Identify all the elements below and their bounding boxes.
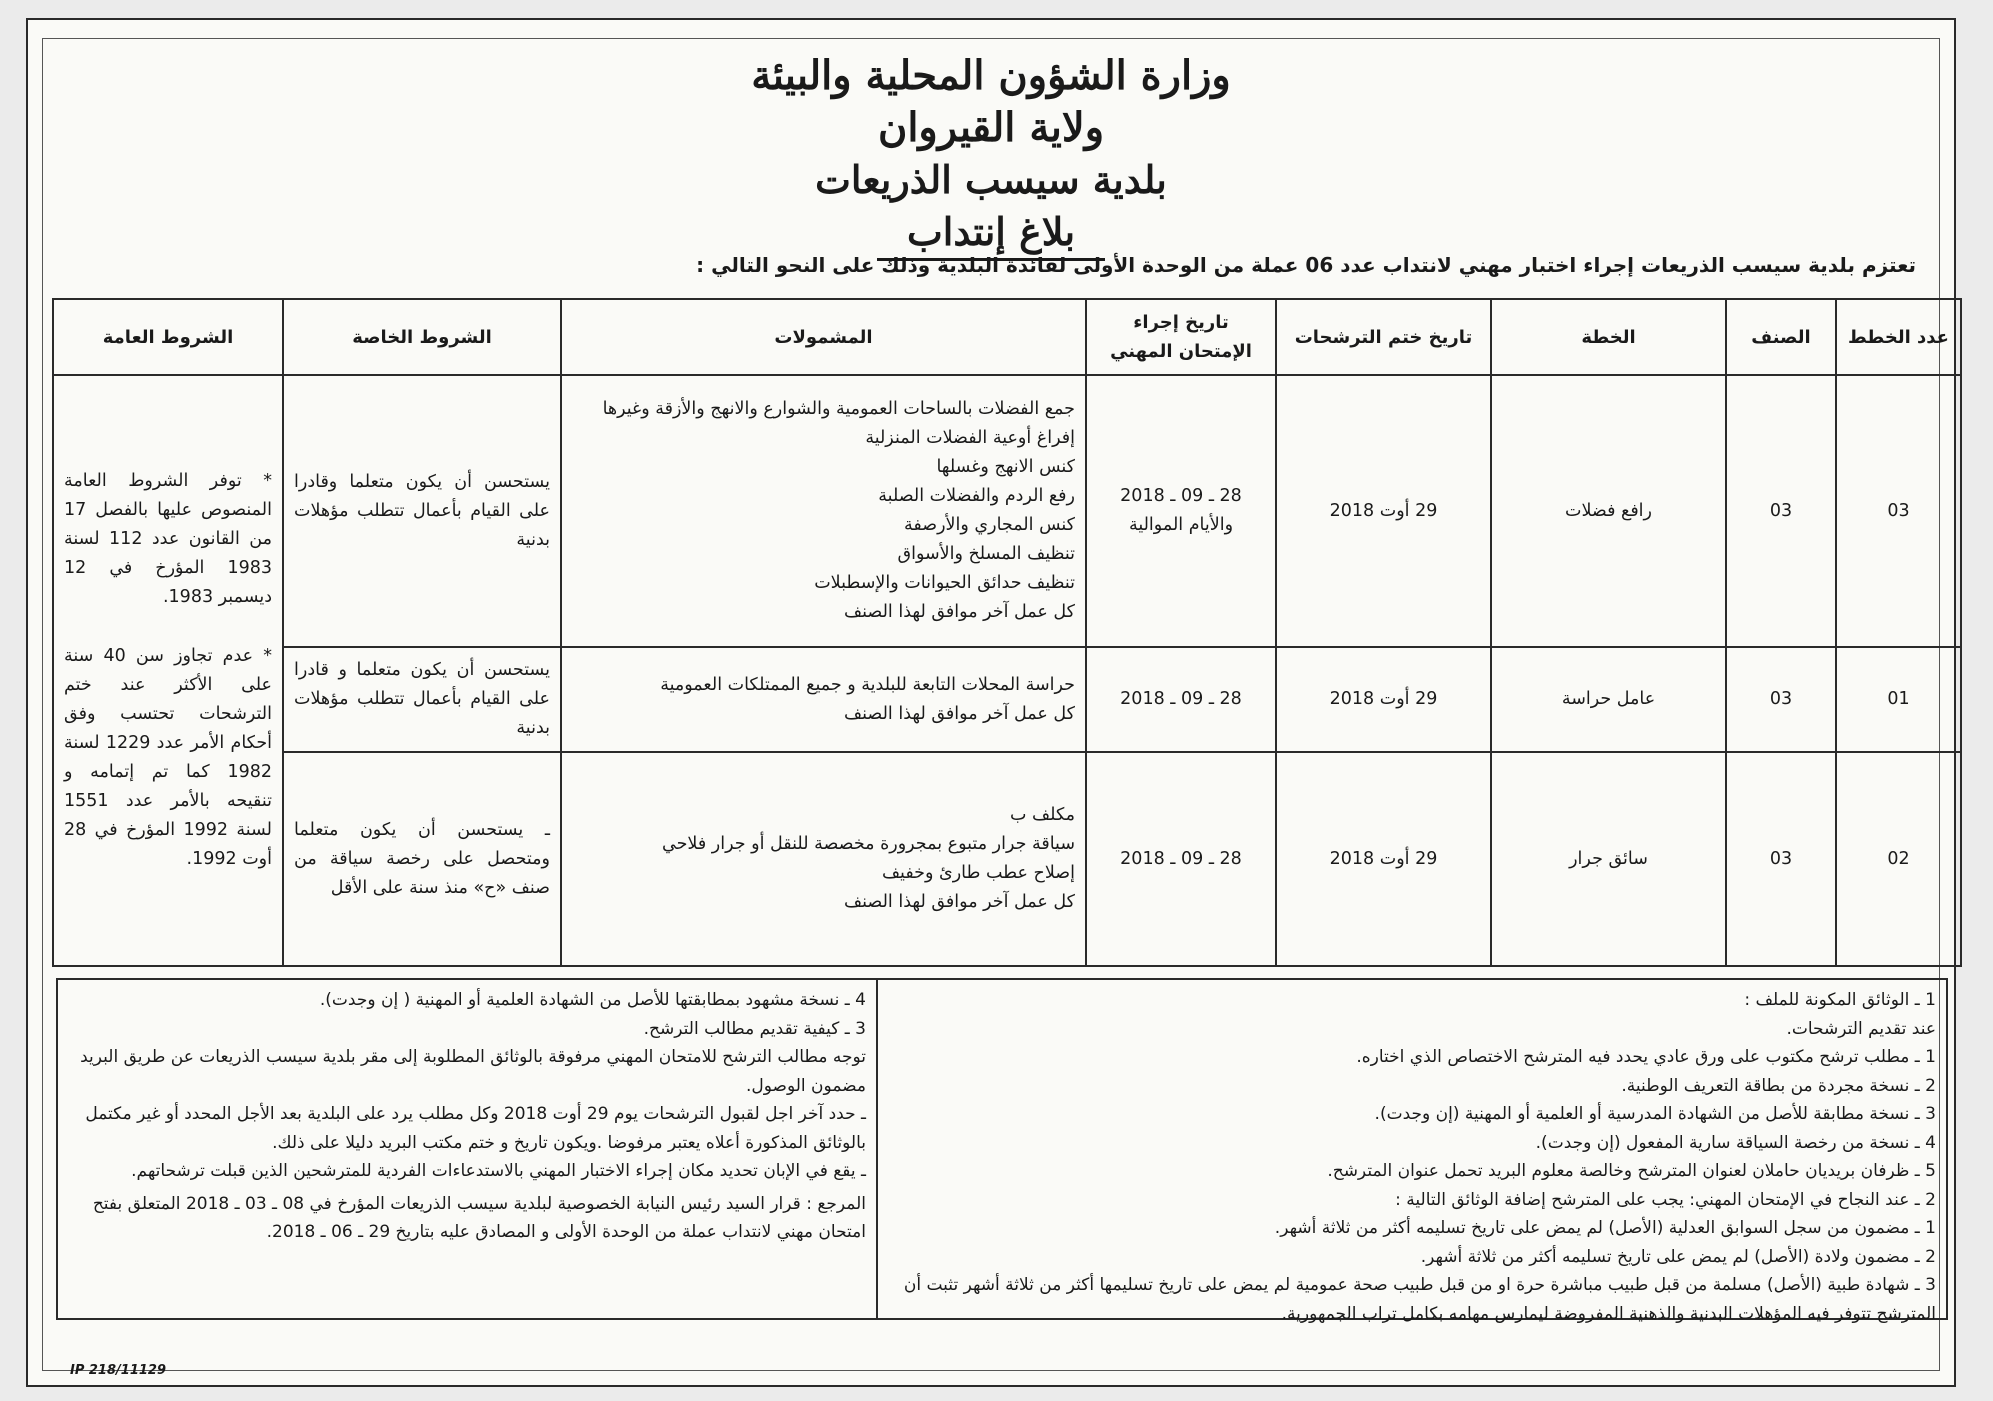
header-deadline: تاريخ ختم الترشحات bbox=[1276, 299, 1491, 375]
duty-item: إفراغ أوعية الفضلات المنزلية bbox=[865, 428, 1075, 448]
cell-general-conditions bbox=[53, 375, 283, 966]
governorate-title: ولاية القيروان bbox=[877, 104, 1105, 151]
doc-line: ـ يقع في الإبان تحديد مكان إجراء الاختبار المهني بالاستدعاءات الفردية للمترشحين الذين قبلت ترشحاتهم. bbox=[131, 1161, 866, 1181]
documents-list-left bbox=[58, 980, 878, 1318]
duty-item: حراسة المحلات التابعة للبلدية و جميع الممتلكات العمومية bbox=[660, 674, 1075, 695]
cell-count: 01 bbox=[1836, 647, 1961, 752]
table-row bbox=[53, 647, 1961, 752]
duty-item: كل عمل آخر موافق لهذا الصنف bbox=[844, 602, 1075, 622]
cell-grade: 03 bbox=[1726, 647, 1836, 752]
cell-duties bbox=[561, 752, 1086, 966]
duty-item: كنس الانهج وغسلها bbox=[936, 457, 1075, 477]
doc-line: المرجع : قرار السيد رئيس النيابة الخصوصية لبلدية سيسب الذريعات المؤرخ في 08 ـ 03 ـ 2018 المتعلق بفتح امتحان مهني لانتداب عملة من الوحدة الأولى و المصادق عليه بتاريخ 29 ـ 06 ـ 2018. bbox=[92, 1193, 866, 1242]
header-grade: الصنف bbox=[1726, 299, 1836, 375]
doc-line: ـ حدد آخر اجل لقبول الترشحات يوم 29 أوت 2018 وكل مطلب يرد على البلدية بعد الأجل المحدد أو غير مكتمل بالوثائق المذكورة أعلاه يعتبر مرفوضا .ويكون تاريخ و ختم مكتب البريد دليلا على ذلك. bbox=[85, 1104, 866, 1153]
ministry-title: وزارة الشؤون المحلية والبيئة bbox=[751, 52, 1231, 99]
document-header bbox=[28, 50, 1954, 261]
cell-duties bbox=[561, 647, 1086, 752]
cell-exam-date: 28 ـ 09 ـ 2018 والأيام الموالية bbox=[1086, 375, 1276, 647]
cell-exam-date: 28 ـ 09 ـ 2018 bbox=[1086, 647, 1276, 752]
cell-deadline: 29 أوت 2018 bbox=[1276, 647, 1491, 752]
doc-line: 3 ـ شهادة طبية (الأصل) مسلمة من قبل طبيب مباشرة حرة او من قبل طبيب صحة عمومية لم يمض على تاريخ تسليمها أكثر من ثلاثة أشهر تثبت أن المترشح تتوفر فيه المؤهلات البدنية والذهنية المفروضة ليمارس مهامه بكامل تراب الجمهورية. bbox=[903, 1275, 1936, 1324]
cell-plan: سائق جرار bbox=[1491, 752, 1726, 966]
cell-exam-date: 28 ـ 09 ـ 2018 bbox=[1086, 752, 1276, 966]
header-plan: الخطة bbox=[1491, 299, 1726, 375]
doc-line: 1 ـ مطلب ترشح مكتوب على ورق عادي يحدد فيه المترشح الاختصاص الذي اختاره. bbox=[1356, 1047, 1936, 1067]
duty-item: تنظيف المسلخ والأسواق bbox=[897, 544, 1075, 564]
header-special-conditions: الشروط الخاصة bbox=[283, 299, 561, 375]
doc-line: توجه مطالب الترشح للامتحان المهني مرفوقة بالوثائق المطلوبة إلى مقر بلدية سيسب الذريعات عن طريق البريد مضمون الوصول. bbox=[80, 1047, 866, 1096]
doc-line: 3 ـ كيفية تقديم مطالب الترشح. bbox=[643, 1018, 866, 1039]
publication-reference: IP 218/11129 bbox=[70, 1363, 167, 1378]
cell-deadline: 29 أوت 2018 bbox=[1276, 375, 1491, 647]
document-page bbox=[26, 18, 1956, 1387]
doc-line: 2 ـ نسخة مجردة من بطاقة التعريف الوطنية. bbox=[1621, 1075, 1936, 1096]
announcement-title: بلاغ إنتداب bbox=[877, 208, 1105, 261]
duty-item: جمع الفضلات بالساحات العمومية والشوارع والانهج والأزقة وغيرها bbox=[602, 399, 1075, 419]
general-condition-2: * عدم تجاوز سن 40 سنة على الأكثر عند ختم الترشحات تحتسب وفق أحكام الأمر عدد 1229 لسنة 1982 كما تم إتمامه و تنقيحه بالأمر عدد 1551 لسنة 1992 المؤرخ في 28 أوت 1992. bbox=[64, 646, 272, 869]
duty-item: كل عمل آخر موافق لهذا الصنف bbox=[844, 703, 1075, 724]
duty-item: كنس المجاري والأرصفة bbox=[904, 515, 1075, 535]
duty-item: مكلف ب bbox=[1010, 805, 1075, 825]
cell-grade: 03 bbox=[1726, 375, 1836, 647]
doc-line: 4 ـ نسخة من رخصة السياقة سارية المفعول (إن وجدت). bbox=[1535, 1132, 1936, 1153]
cell-plan: رافع فضلات bbox=[1491, 375, 1726, 647]
duty-item: سياقة جرار متبوع بمجرورة مخصصة للنقل أو جرار فلاحي bbox=[662, 834, 1075, 854]
header-duties: المشمولات bbox=[561, 299, 1086, 375]
table-row bbox=[53, 752, 1961, 966]
header-count: عدد الخطط bbox=[1836, 299, 1961, 375]
cell-grade: 03 bbox=[1726, 752, 1836, 966]
doc-line: 2 ـ عند النجاح في الإمتحان المهني: يجب على المترشح إضافة الوثائق التالية : bbox=[1395, 1189, 1936, 1210]
table-header-row bbox=[53, 299, 1961, 375]
cell-special-conditions: يستحسن أن يكون متعلما و قادرا على القيام بأعمال تتطلب مؤهلات بدنية bbox=[283, 647, 561, 752]
doc-line: 1 ـ مضمون من سجل السوابق العدلية (الأصل) لم يمض على تاريخ تسليمه أكثر من ثلاثة أشهر. bbox=[1274, 1218, 1936, 1238]
cell-special-conditions: يستحسن أن يكون متعلما وقادرا على القيام بأعمال تتطلب مؤهلات بدنية bbox=[283, 375, 561, 647]
cell-count: 02 bbox=[1836, 752, 1961, 966]
header-exam-date: تاريخ إجراء الإمتحان المهني bbox=[1086, 299, 1276, 375]
doc-line: 5 ـ ظرفان بريديان حاملان لعنوان المترشح وخالصة معلوم البريد تحمل عنوان المترشح. bbox=[1327, 1161, 1936, 1181]
intro-paragraph: تعتزم بلدية سيسب الذريعات إجراء اختبار مهني لانتداب عدد 06 عملة من الوحدة الأولى لفائدة البلدية وذلك على النحو التالي : bbox=[696, 253, 1916, 277]
doc-line: 2 ـ مضمون ولادة (الأصل) لم يمض على تاريخ تسليمه أكثر من ثلاثة أشهر. bbox=[1420, 1246, 1936, 1267]
duty-item: تنظيف حدائق الحيوانات والإسطبلات bbox=[814, 573, 1075, 593]
documents-box bbox=[56, 978, 1948, 1324]
doc-line: عند تقديم الترشحات. bbox=[1786, 1018, 1936, 1039]
general-condition-1: * توفر الشروط العامة المنصوص عليها بالفصل 17 من القانون عدد 112 لسنة 1983 المؤرخ في 12 ديسمبر 1983. bbox=[64, 471, 273, 607]
documents-list-right bbox=[878, 980, 1946, 1324]
municipality-title: بلدية سيسب الذريعات bbox=[815, 157, 1167, 202]
duty-item: كل عمل آخر موافق لهذا الصنف bbox=[844, 892, 1075, 912]
doc-line: 1 ـ الوثائق المكونة للملف : bbox=[1744, 990, 1936, 1010]
cell-special-conditions: ـ يستحسن أن يكون متعلما ومتحصل على رخصة سياقة من صنف «ح» منذ سنة على الأقل bbox=[283, 752, 561, 966]
cell-deadline: 29 أوت 2018 bbox=[1276, 752, 1491, 966]
cell-plan: عامل حراسة bbox=[1491, 647, 1726, 752]
duty-item: إصلاح عطب طارئ وخفيف bbox=[881, 863, 1075, 883]
header-general-conditions: الشروط العامة bbox=[53, 299, 283, 375]
doc-line: 4 ـ نسخة مشهود بمطابقتها للأصل من الشهادة العلمية أو المهنية ( إن وجدت). bbox=[319, 990, 866, 1010]
doc-line: 3 ـ نسخة مطابقة للأصل من الشهادة المدرسية أو العلمية أو المهنية (إن وجدت). bbox=[1374, 1104, 1936, 1124]
positions-table bbox=[52, 298, 1962, 967]
duty-item: رفع الردم والفضلات الصلبة bbox=[878, 486, 1075, 506]
cell-duties bbox=[561, 375, 1086, 647]
cell-count: 03 bbox=[1836, 375, 1961, 647]
table-row bbox=[53, 375, 1961, 647]
